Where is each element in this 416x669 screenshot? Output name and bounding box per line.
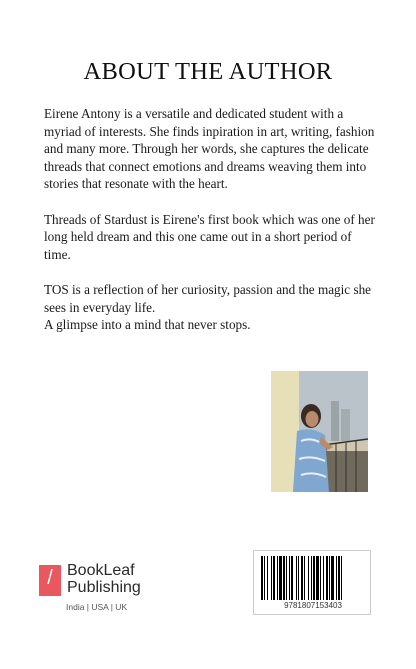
barcode-bar [313, 556, 315, 600]
barcode-bar [341, 556, 342, 600]
barcode-bar [267, 556, 268, 600]
author-bio [44, 105, 380, 334]
barcode-bar [304, 556, 305, 600]
barcode-icon [259, 556, 367, 600]
barcode-bar [298, 556, 299, 600]
barcode-bar [336, 556, 337, 600]
publisher-logo [39, 562, 189, 615]
barcode-bar [308, 556, 309, 600]
barcode-bar [301, 556, 303, 600]
author-photo [271, 371, 368, 492]
barcode-bar [271, 556, 272, 600]
page-title: ABOUT THE AUTHOR [83, 58, 333, 85]
bio-paragraph-1: Eirene Antony is a versatile and dedicated student with a myriad of interests. She finds inpiration in art, writing, fashion and many more. Through her words, she captures the delicate threads that connect emotions and dreams weaving them into stories that resonate with the heart. [44, 106, 375, 192]
barcode-bar [296, 556, 297, 600]
barcode-bar [277, 556, 278, 600]
barcode-bar [289, 556, 290, 600]
barcode-bar [316, 556, 319, 600]
author-photo-icon [271, 371, 368, 492]
barcode-bar [286, 556, 287, 600]
barcode-bar [338, 556, 340, 600]
barcode-bar [291, 556, 293, 600]
isbn-number: 9781807153403 [284, 601, 342, 610]
logo-mark: / [47, 567, 53, 589]
barcode [253, 550, 371, 615]
barcode-bar [331, 556, 334, 600]
barcode-bar [329, 556, 330, 600]
barcode-bar [261, 556, 263, 600]
barcode-bar [320, 556, 321, 600]
publisher-name-line1: BookLeaf [67, 562, 135, 579]
bio-paragraph-2: Threads of Stardust is Eirene's first book which was one of her long held dream and this one came out in a short period of time. [44, 211, 375, 262]
publisher-name-line2: Publishing [67, 579, 141, 596]
publisher-regions: India | USA | UK [66, 602, 128, 612]
bio-paragraph-4: A glimpse into a mind that never stops. [44, 317, 251, 333]
barcode-bar [311, 556, 312, 600]
barcode-bar [326, 556, 328, 600]
barcode-bar [279, 556, 282, 600]
bio-paragraph-3: TOS is a reflection of her curiosity, passion and the magic she sees in everyday life. [44, 281, 372, 315]
barcode-bar [273, 556, 275, 600]
publisher-name [67, 562, 141, 596]
barcode-bar [283, 556, 285, 600]
barcode-bar [323, 556, 324, 600]
barcode-bar [264, 556, 265, 600]
